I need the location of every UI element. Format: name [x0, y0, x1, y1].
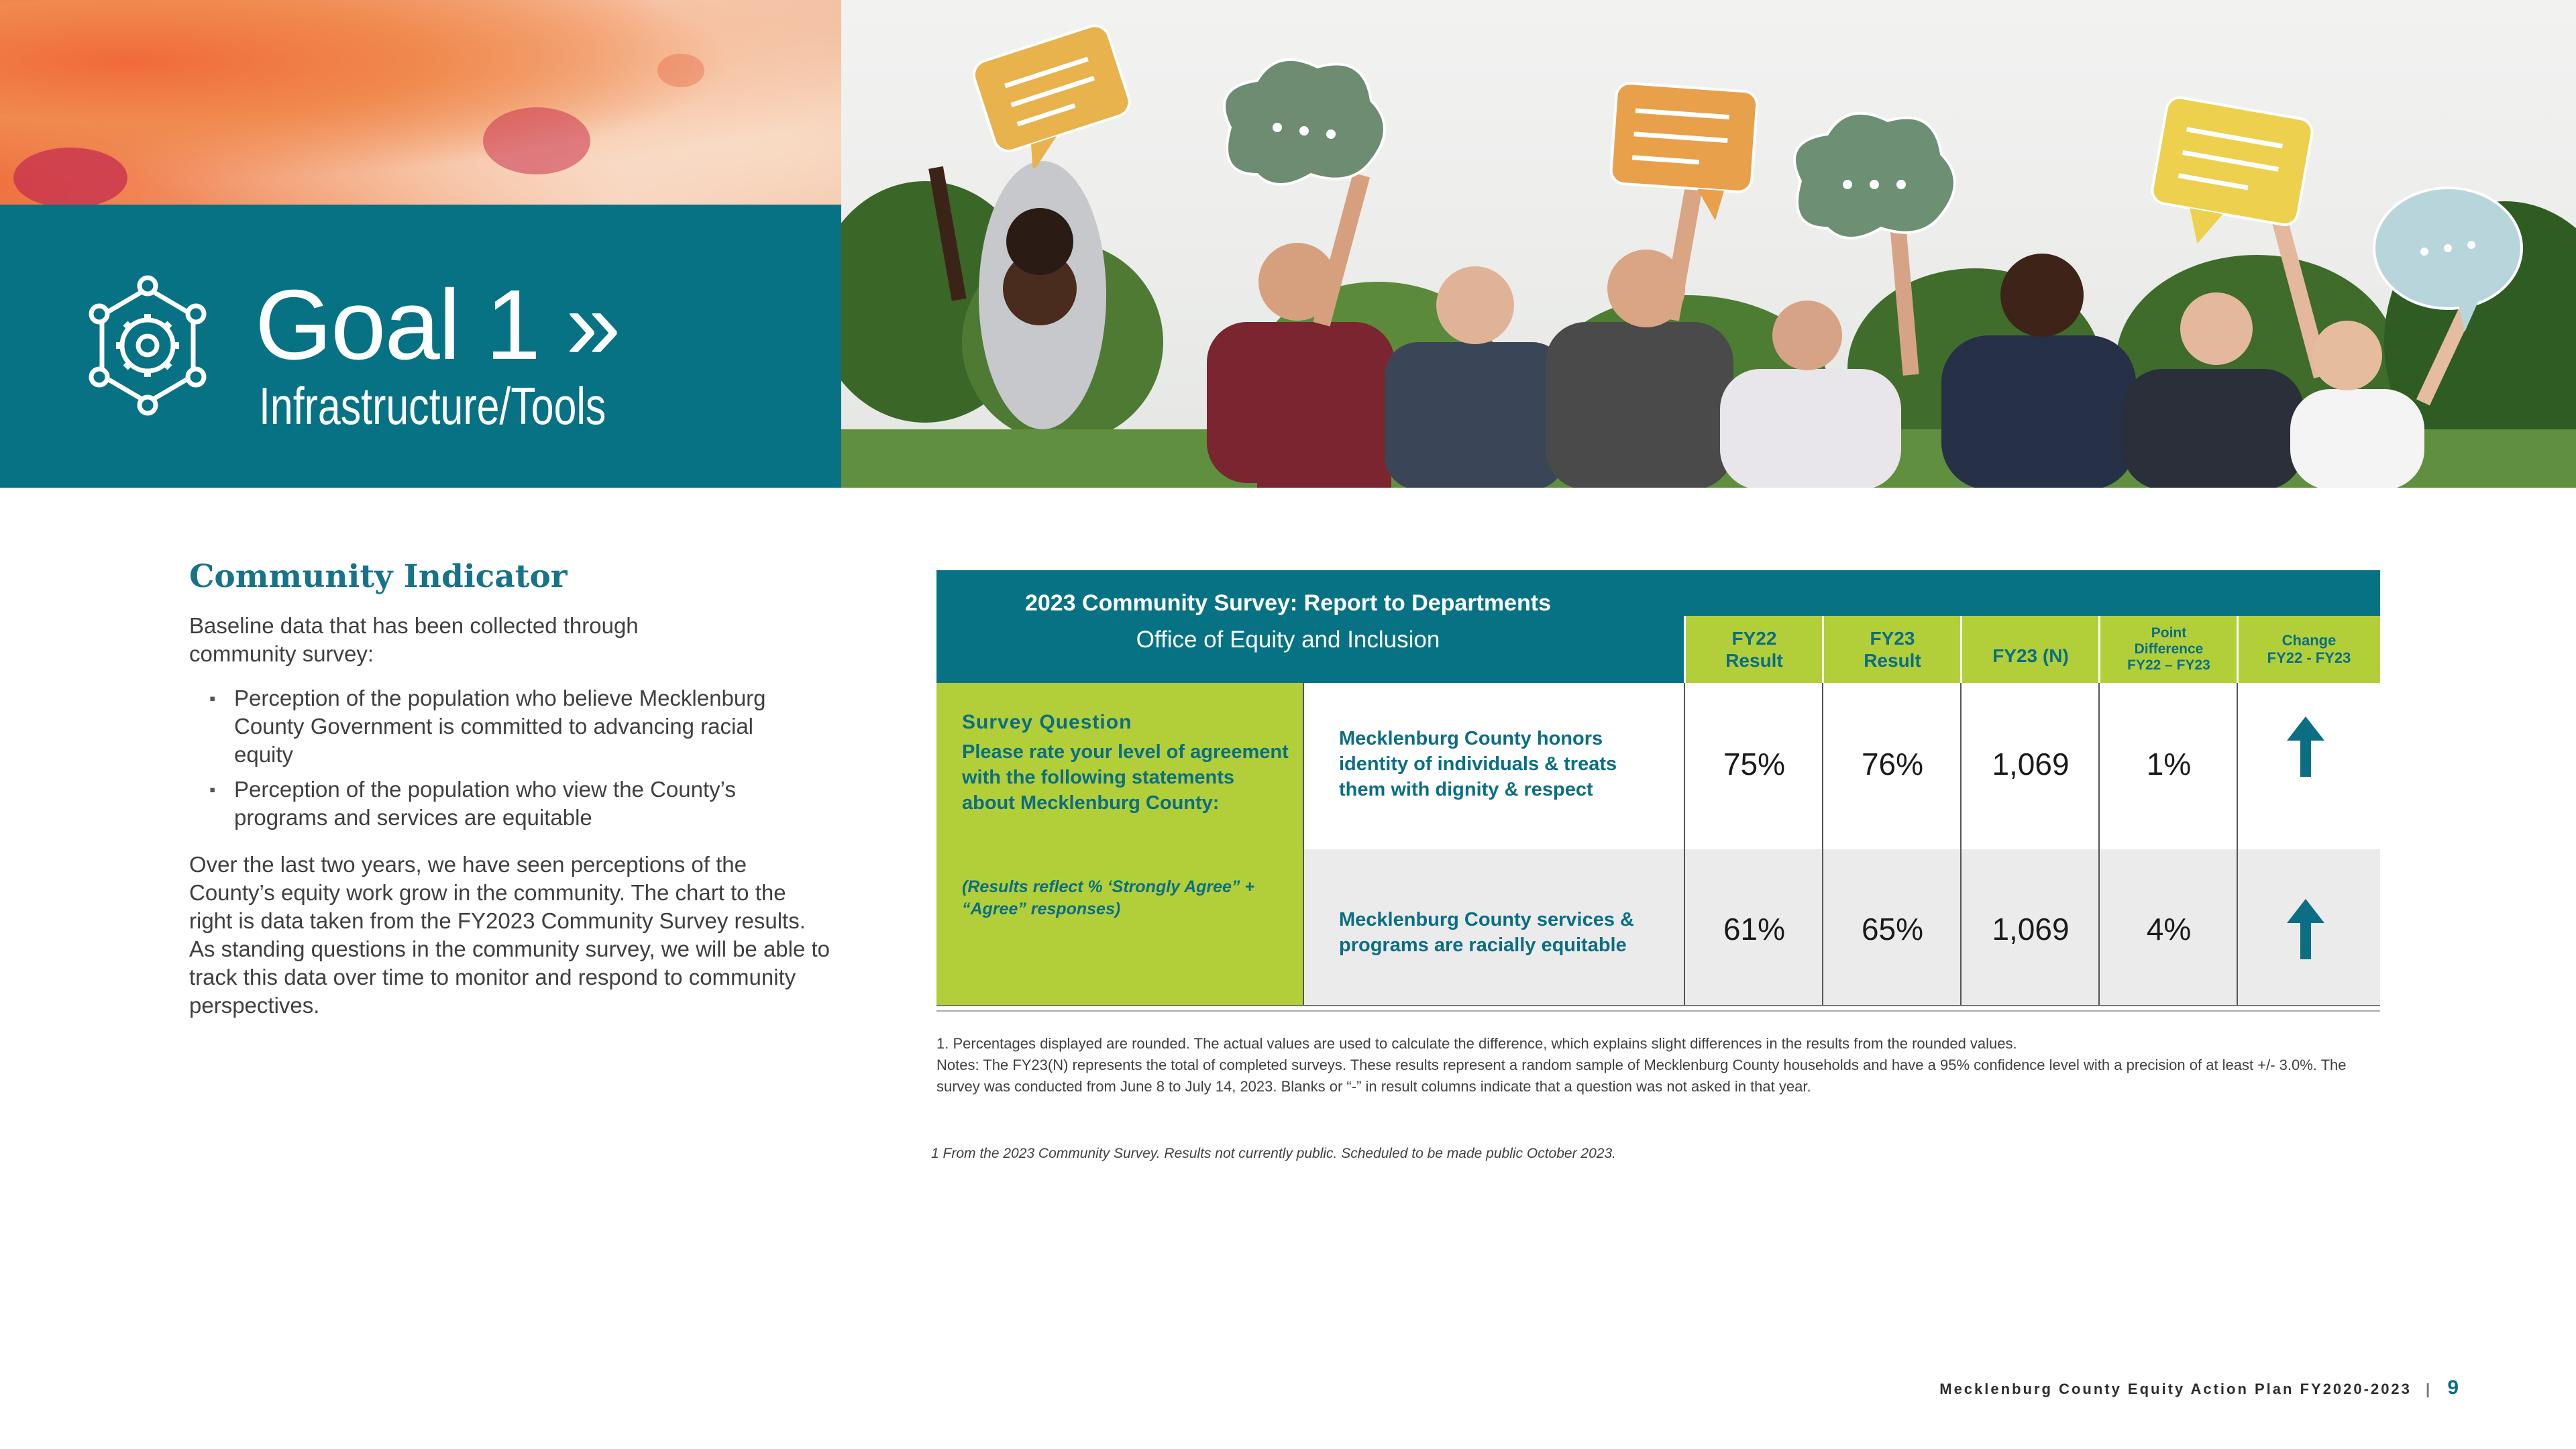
- divider: [1822, 616, 1824, 683]
- footer-title: Mecklenburg County Equity Action Plan FY2020-2023: [1939, 1381, 2412, 1397]
- divider: [1960, 616, 1962, 683]
- list-item: ▪ Perception of the population who view the County’s programs and services are equitable: [209, 777, 736, 830]
- indicator-bullet-list: [189, 684, 793, 839]
- fy23-n: 1,069: [1992, 747, 2070, 782]
- fy22-result: 61%: [1723, 912, 1786, 947]
- row-statement: Mecklenburg County services & programs are racially equitable: [1339, 909, 1634, 956]
- point-difference: 4%: [2146, 912, 2192, 947]
- speech-bubble-icon: [1599, 74, 1767, 228]
- divider: [2237, 616, 2239, 683]
- column-header-change: Change FY22 - FY23: [2238, 616, 2380, 683]
- survey-question-note: (Results reflect % ‘Strongly Agree” + “Agree” responses): [962, 877, 1254, 918]
- footnote-notes: Notes: The FY23(N) represents the total of completed surveys. These results represent a random sample of Mecklenburg County households and have a 95% confidence level with a precision of at least +/- 3.0%. The survey was conducted from June 8 to July 14, 2023. Blanks or “-” in result columns indicate that a question was not asked in that year.: [936, 1057, 2347, 1095]
- column-header-fy22: FY22 Result: [1685, 616, 1823, 683]
- divider: [2098, 683, 2100, 1005]
- gear-network-icon: [80, 275, 215, 416]
- source-note: 1 From the 2023 Community Survey. Results not currently public. Scheduled to be made public October 2023.: [931, 1146, 1616, 1161]
- speech-bubble-icon: [1197, 47, 1405, 208]
- footnote-rounding: 1. Percentages displayed are rounded. The actual values are used to calculate the difference, which explains slight differences in the results from the rounded values.: [936, 1035, 2017, 1052]
- speech-bubble-icon: [969, 13, 1143, 168]
- table-bottom-rule: [936, 1005, 2380, 1006]
- column-header-fy23-n: FY23 (N): [1962, 616, 2100, 683]
- divider: [1684, 683, 1685, 1005]
- divider: [1303, 683, 1304, 1005]
- intro-text: Baseline data that has been collected through community survey:: [189, 613, 639, 666]
- fy22-result: 75%: [1723, 747, 1786, 782]
- table-row: [1304, 849, 2380, 1005]
- table-row: [1304, 683, 2380, 849]
- speech-bubble-icon: [2364, 174, 2532, 335]
- point-difference: 1%: [2146, 747, 2192, 782]
- divider: [1684, 616, 1686, 683]
- table-title: 2023 Community Survey: Report to Departments: [1024, 590, 1552, 616]
- community-indicator-heading: Community Indicator: [189, 558, 568, 595]
- speech-bubble-icon: [1767, 101, 1975, 268]
- fy23-result: 65%: [1861, 912, 1924, 947]
- watercolor-decoration: [0, 0, 841, 205]
- survey-question-title: Survey Question: [962, 711, 1132, 733]
- summary-paragraph: Over the last two years, we have seen perceptions of the County’s equity work grow in the community. The chart to the right is data taken from the FY2023 Community Survey results. As standing questions in the community survey, we will be able to track this data over time to monitor and respond to community perspectives.: [189, 852, 830, 1018]
- divider: [2098, 616, 2100, 683]
- column-header-fy23: FY23 Result: [1823, 616, 1962, 683]
- fy23-n: 1,069: [1992, 912, 2070, 947]
- page-number: 9: [2447, 1377, 2461, 1399]
- survey-question-cell: [936, 683, 1304, 1005]
- divider: [1822, 683, 1823, 1005]
- row-statement: Mecklenburg County honors identity of individuals & treats them with dignity & respect: [1339, 728, 1617, 800]
- fy23-result: 76%: [1861, 747, 1924, 782]
- header-banner: [0, 0, 2576, 488]
- divider: [1960, 683, 1962, 1005]
- header-photo: [841, 0, 2576, 488]
- divider: [2237, 683, 2238, 1005]
- footer-separator: |: [2426, 1381, 2432, 1397]
- column-header-point-difference: Point Difference FY22 – FY23: [2100, 616, 2238, 683]
- survey-question-text: Please rate your level of agreement with the following statements about Mecklenburg County:: [962, 741, 1289, 814]
- table-subtitle: Office of Equity and Inclusion: [1136, 627, 1440, 653]
- up-arrow-icon: [2286, 716, 2326, 777]
- goal-subtitle: Infrastructure/Tools: [259, 376, 606, 435]
- list-item: ▪ Perception of the population who believe Mecklenburg County Government is committed to advancing racial equity: [209, 686, 766, 767]
- page-footer: [1939, 1377, 2461, 1399]
- speech-bubble-icon: [2143, 87, 2317, 262]
- goal-title: Goal 1 »: [255, 270, 620, 380]
- table-bottom-rule: [936, 1010, 2380, 1012]
- up-arrow-icon: [2286, 899, 2326, 959]
